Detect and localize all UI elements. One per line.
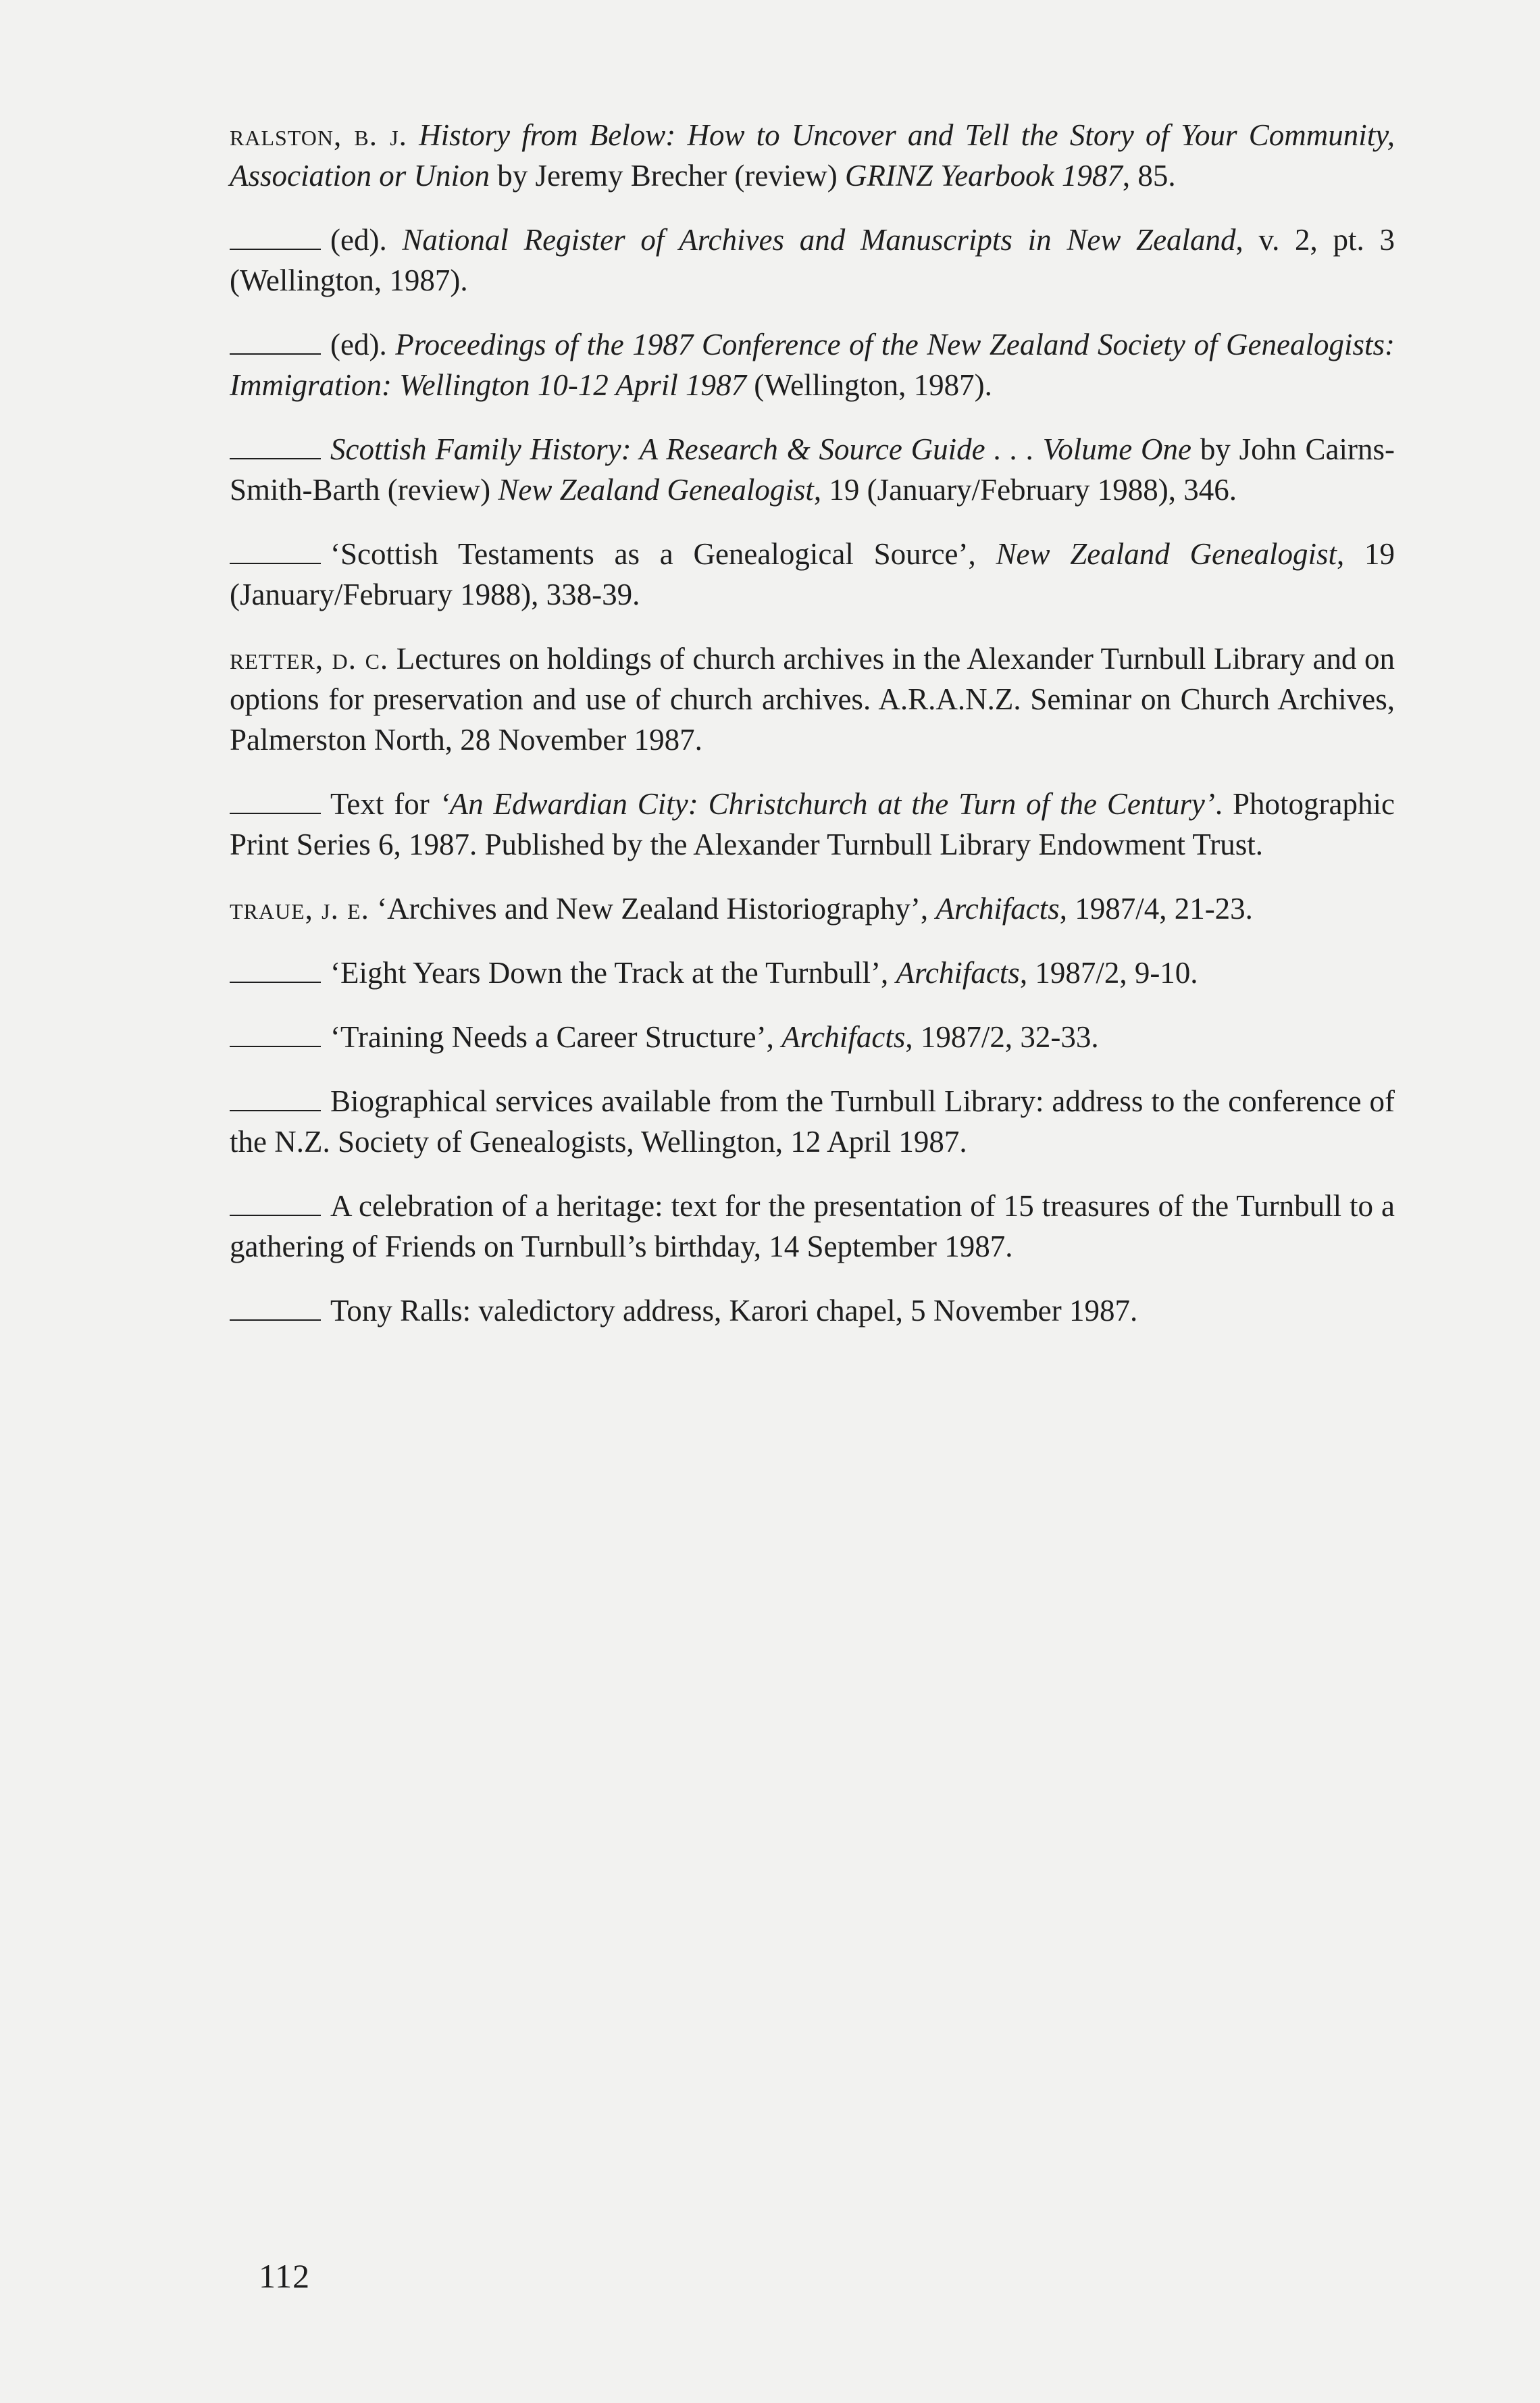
journal-title: Archifacts [781, 1020, 906, 1054]
entry-proceedings-1987: (ed). Proceedings of the 1987 Conference of the New Zealand Society of Genealogists: Immigration: Wellington 10-12 April 1987 (Wellington, 1987). [230, 328, 1395, 402]
entry-celebration-heritage [230, 1186, 1395, 1267]
entry-scottish-family-history: Scottish Family History: A Research & Source Guide . . . Volume One by John Cairns-Smith-Barth (review) New Zealand Genealogist, 19 (January/February 1988), 346. [230, 432, 1395, 507]
entry-title: Scottish Family History: A Research & Source Guide . . . Volume One [330, 432, 1191, 466]
entry-title: History from Below: How to Uncover and Tell the Story of Your Community, Association or Union [230, 118, 1395, 193]
entry-text: Tony Ralls: valedictory address, Karori chapel, 5 November 1987. [330, 1294, 1138, 1327]
repeat-author-dash [230, 458, 321, 459]
entry-tony-ralls [230, 1290, 1395, 1331]
entry-text: Biographical services available from the Turnbull Library: address to the conference of the N.Z. Society of Genealogists, Wellington, 12 April 1987. [230, 1084, 1395, 1159]
author-name: ralston, b. j. [230, 118, 407, 152]
bibliography-page [230, 115, 1395, 1355]
entry-title: National Register of Archives and Manuscripts in New Zealand [402, 223, 1236, 257]
repeat-author-dash [230, 1110, 321, 1111]
journal-title: New Zealand Genealogist [498, 473, 814, 507]
journal-title: GRINZ Yearbook 1987 [845, 159, 1123, 193]
journal-title: Archifacts [896, 956, 1020, 990]
repeat-author-dash [230, 1215, 321, 1216]
page-number: 112 [259, 2257, 311, 2295]
author-name: retter, d. c. [230, 642, 389, 676]
repeat-author-dash [230, 1046, 321, 1047]
repeat-author-dash [230, 353, 321, 355]
entry-biographical-services [230, 1081, 1395, 1162]
entry-title: ‘An Edwardian City: Christchurch at the Turn of the Century’ [439, 787, 1215, 821]
entry-title: Proceedings of the 1987 Conference of the New Zealand Society of Genealogists: Immigration: Wellington 10-12 April 1987 [230, 328, 1395, 402]
entry-national-register: (ed). National Register of Archives and Manuscripts in New Zealand, v. 2, pt. 3 (Wellington, 1987). [230, 223, 1395, 297]
repeat-author-dash [230, 982, 321, 983]
repeat-author-dash [230, 249, 321, 250]
entry-edwardian-city: Text for ‘An Edwardian City: Christchurch at the Turn of the Century’. Photographic Print Series 6, 1987. Published by the Alexander Turnbull Library Endowment Trust. [230, 787, 1395, 861]
repeat-author-dash [230, 813, 321, 814]
entry-retter-lectures [230, 638, 1395, 760]
repeat-author-dash [230, 1319, 321, 1321]
entry-ralston-history-from-below: ralston, b. j. History from Below: How to Uncover and Tell the Story of Your Community, Association or Union by Jeremy Brecher (review) GRINZ Yearbook 1987, 85. [230, 118, 1395, 193]
entry-eight-years: ‘Eight Years Down the Track at the Turnbull’, Archifacts, 1987/2, 9-10. [230, 953, 1395, 993]
entry-scottish-testaments: ‘Scottish Testaments as a Genealogical Source’, New Zealand Genealogist, 19 (January/February 1988), 338-39. [230, 537, 1395, 611]
entry-text: A celebration of a heritage: text for the presentation of 15 treasures of the Turnbull to a gathering of Friends on Turnbull’s birthday, 14 September 1987. [230, 1189, 1395, 1263]
entry-text: Lectures on holdings of church archives in the Alexander Turnbull Library and on options for preservation and use of church archives. A.R.A.N.Z. Seminar on Church Archives, Palmerston North, 28 November 1987. [230, 642, 1395, 757]
journal-title: Archifacts [935, 892, 1060, 926]
journal-title: New Zealand Genealogist [996, 537, 1337, 571]
entry-training-needs: ‘Training Needs a Career Structure’, Archifacts, 1987/2, 32-33. [230, 1017, 1395, 1057]
bleed-through [230, 1338, 1391, 2148]
repeat-author-dash [230, 563, 321, 564]
author-name: traue, j. e. [230, 892, 369, 926]
entry-traue-archives-historiography: traue, j. e. ‘Archives and New Zealand Historiography’, Archifacts, 1987/4, 21-23. [230, 892, 1253, 926]
